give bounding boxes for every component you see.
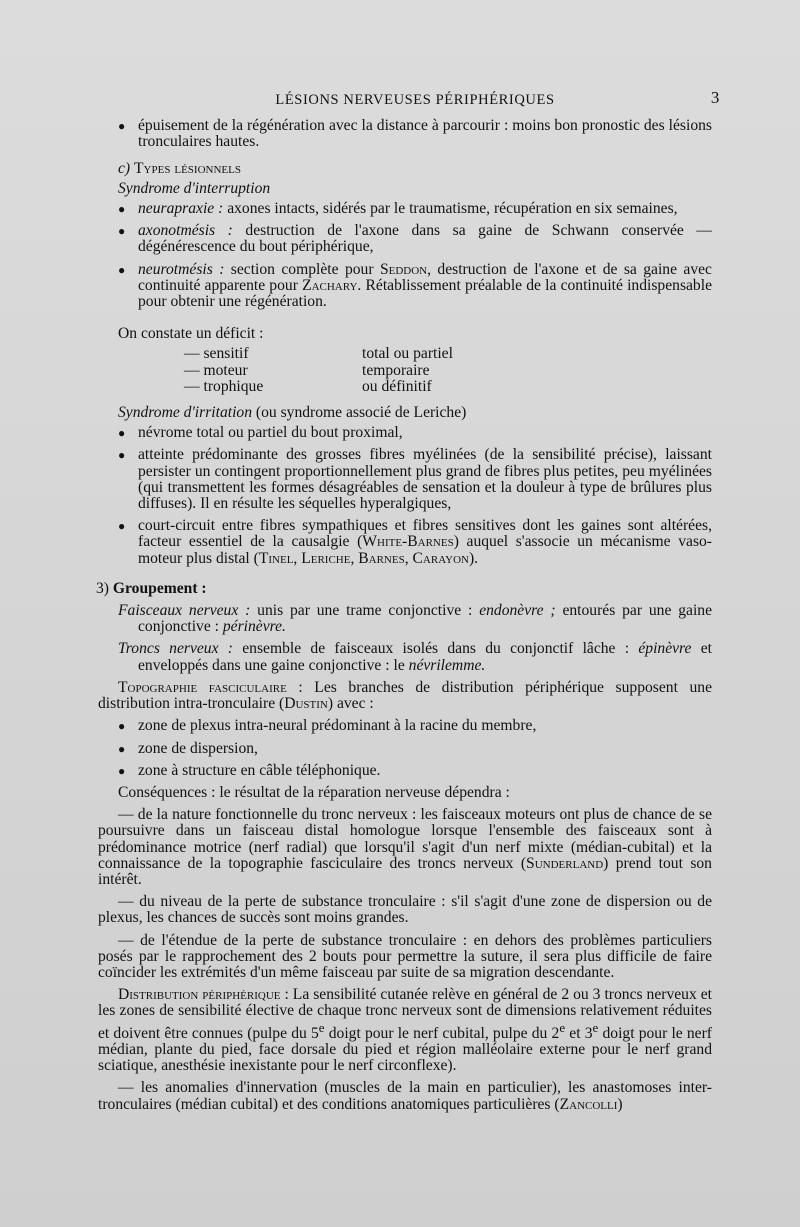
list-item: ● zone à structure en câble téléphonique. <box>118 761 381 779</box>
page-number: 3 <box>710 88 720 107</box>
deficit-table <box>184 346 712 395</box>
list-item: ● axonotmésis : destruction de l'axone dans sa gaine de Schwann conservée — dégénérescence du bout périphérique, <box>118 222 713 256</box>
bullet-icon: ● <box>118 719 126 734</box>
term: axonotmésis : <box>138 222 233 240</box>
deficit-left: — sensitif <box>184 345 249 363</box>
paragraph-consequence-3: — de l'étendue de la perte de substance tronculaire : en dehors des problèmes particuliers posés par le rapprochement des 2 bouts pour permettre la suture, il sera plus difficile de faire coïncider les extrémités d'un même faisceau par suite de sa migration descendante. <box>98 931 712 981</box>
paragraph-topographie: Topographie fasciculaire : Les branches de distribution périphérique supposent une distribution intra-tronculaire (Dustin) avec : <box>98 678 713 713</box>
list-item: ● neurapraxie : axones intacts, sidérés par le traumatisme, récupération en six semaines, <box>118 200 678 218</box>
paragraph-troncs: Troncs nerveux : ensemble de faisceaux isolés dans du conjonctif lâche : épinèvre et enveloppés dans une gaine conjonctive : le névrilemme. <box>118 640 712 674</box>
bullet-icon: ● <box>118 763 126 778</box>
section-heading-groupement: 3) Groupement : <box>96 579 207 597</box>
subsection-title-interruption: Syndrome d'interruption <box>118 179 271 197</box>
term: neurotmésis : <box>138 260 225 278</box>
deficit-intro: On constate un déficit : <box>118 325 264 343</box>
page-content <box>96 88 720 1119</box>
list-item: ● zone de plexus intra-neural prédominant à la racine du membre, <box>118 717 537 735</box>
list-item: ● zone de dispersion, <box>118 739 258 757</box>
deficit-left: — moteur <box>184 361 248 379</box>
bullet-icon: ● <box>118 262 126 277</box>
list-item: ● court-circuit entre fibres sympathiques et fibres sensitives dont les gaines sont altérées, facteur essentiel de la causalgie (White-Barnes) auquel s'associe un mécanisme vaso-moteur plus distal (Tinel, Leriche, Barnes, Carayon). <box>118 517 712 567</box>
paragraph-distribution: Distribution périphérique : La sensibilité cutanée relève en général de 2 ou 3 troncs nerveux et les zones de sensibilité élective de chaque tronc nerveux sont de dimensions relativement réduites et doivent être connues (pulpe du 5e doigt pour le nerf cubital, pulpe du 2e et 3e doigt pour le nerf médian, plante du pied, face dorsale du pied et région malléolaire externe pour le nerf grand sciatique, anesthésie inexistante pour le nerf circonflexe). <box>98 986 712 1075</box>
list-item: ● névrome total ou partiel du bout proximal, <box>118 424 403 442</box>
bullet-icon: ● <box>118 741 126 756</box>
list-item: ● atteinte prédominante des grosses fibres myélinées (de la sensibilité précise), laissant persister un contingent proportionnellement plus grand de fibres plus petites, peu myélinées (qui transmettent les formes désagréables de sensation et la douleur à type de brûlures plus diffuses). Il en résulte les séquelles hyperalgiques, <box>118 446 712 513</box>
deficit-right: temporaire <box>362 361 430 379</box>
section-title-types: c) Types lésionnels <box>118 159 241 177</box>
header-title: LÉSIONS NERVEUSES PÉRIPHÉRIQUES <box>275 92 555 108</box>
list-item: ● épuisement de la régénération avec la distance à parcourir : moins bon pronostic des lésions tronculaires hautes. <box>118 117 712 151</box>
bullet-icon: ● <box>118 224 126 239</box>
paragraph-last: — les anomalies d'innervation (muscles de la main en particulier), les anastomoses inter-tronculaires (médian cubital) et des conditions anatomiques particulières (Zancolli) <box>98 1079 712 1113</box>
paragraph-consequence-2: — du niveau de la perte de substance tronculaire : s'il s'agit d'une zone de dispersion ou de plexus, les chances de succès sont moins grandes. <box>98 893 712 927</box>
bullet-icon: ● <box>118 119 126 134</box>
paragraph-faisceaux: Faisceaux nerveux : unis par une trame conjonctive : endonèvre ; entourés par une gaine conjonctive : périnèvre. <box>118 602 712 636</box>
list-item: ● neurotmésis : section complète pour Seddon, destruction de l'axone et de sa gaine avec continuité apparente pour Zachary. Rétablissement préalable de la continuité indispensable pour obtenir une régénération. <box>118 260 712 311</box>
consequences-intro: Conséquences : le résultat de la réparation nerveuse dépendra : <box>118 783 510 801</box>
running-header <box>118 88 720 108</box>
bullet-icon: ● <box>118 426 126 441</box>
deficit-left: — trophique <box>184 377 264 395</box>
bullet-icon: ● <box>118 448 126 463</box>
deficit-right: total ou partiel <box>362 345 453 363</box>
term: neurapraxie : <box>138 200 224 218</box>
bullet-icon: ● <box>118 202 126 217</box>
subsection-title-irritation: Syndrome d'irritation (ou syndrome associé de Leriche) <box>118 404 467 422</box>
paragraph-consequence-1: — de la nature fonctionnelle du tronc nerveux : les faisceaux moteurs ont plus de chance de se poursuivre dans un faisceau distal homologue lorsque l'ensemble des faisceaux sont à prédominance motrice (nerf radial) que lorsqu'il s'agit d'un nerf mixte (médian-cubital) et la connaissance de la topographie fasciculaire des troncs nerveux (Sunderland) prend tout son intérêt. <box>98 806 712 888</box>
bullet-icon: ● <box>118 519 126 534</box>
deficit-right: ou définitif <box>362 377 432 395</box>
